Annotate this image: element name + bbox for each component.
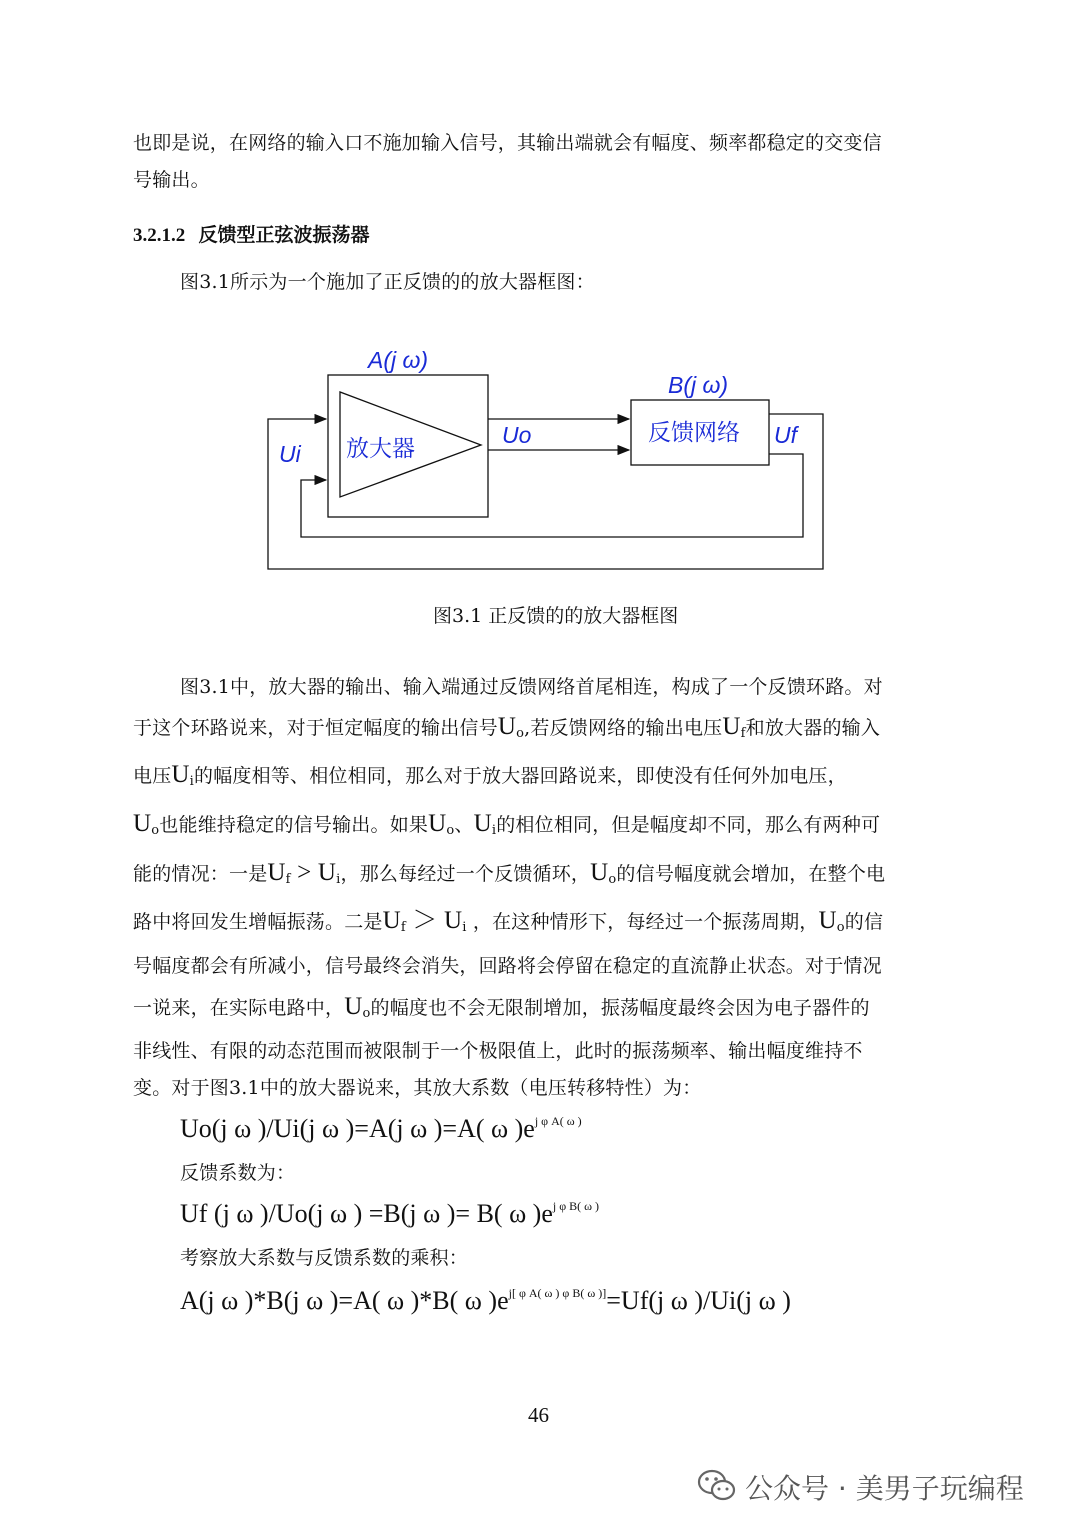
para-line-3: 电压$U_i$的幅度相等、相位相同，那么对于放大器回路说来，即使没有任何外加电压， xyxy=(133,761,847,789)
para-line-1: 图3.1中，放大器的输出、输入端通过反馈网络首尾相连，构成了一个反馈环路。对 xyxy=(180,676,883,698)
para-line-4: $U_o$也能维持稳定的信号输出。如果$U_o$、$U_i$的相位相同，但是幅度却不同，那么有两种可 xyxy=(133,810,881,838)
intro-line-2: 号输出。 xyxy=(133,169,210,191)
equation-2: Uf (j ω )/Uo(j ω ) =B(j ω )= B( ω )$e^{j \varphi B( \omega )}$ xyxy=(180,1199,600,1228)
page-number: 46 xyxy=(528,1403,549,1427)
section-heading xyxy=(133,220,370,247)
a-label: A(j ω) xyxy=(368,347,429,373)
uf-label: Uf xyxy=(774,422,797,448)
para-line-6: 路中将回发生增幅振荡。二是$U_f > U_i$ ，在这种情形下，每经过一个振荡周期，$U_o$的信 xyxy=(133,907,884,935)
amplifier-label: 放大器 xyxy=(346,436,415,462)
watermark-text: 公众号 · 美男子玩编程 xyxy=(745,1472,1024,1505)
figure-caption: 图3.1 正反馈的的放大器框图 xyxy=(433,605,679,627)
product-label: 考察放大系数与反馈系数的乘积： xyxy=(180,1247,469,1269)
para-line-2: 于这个环路说来，对于恒定幅度的输出信号$U_o$,若反馈网络的输出电压$U_f$和放大器的输入 xyxy=(133,713,881,741)
para-line-5: 能的情况：一是$U_f > U_i$，那么每经过一个反馈循环，$U_o$的信号幅度就会增加，在整个电 xyxy=(133,859,886,887)
para-line-8: 一说来，在实际电路中，$U_o$的幅度也不会无限制增加，振荡幅度最终会因为电子器件的 xyxy=(133,993,870,1021)
uo-label: Uo xyxy=(502,422,532,448)
equation-1: Uo(j ω )/Ui(j ω )=A(j ω )=A( ω )$e^{j \varphi A( \omega )}$ xyxy=(180,1114,582,1143)
inner-feedback-loop xyxy=(301,454,803,537)
block-diagram xyxy=(0,330,1080,590)
para-line-7: 号幅度都会有所减小，信号最终会消失，回路将会停留在稳定的直流静止状态。对于情况 xyxy=(133,955,882,977)
feedback-network-label: 反馈网络 xyxy=(648,420,740,446)
para-line-10: 变。对于图3.1中的放大器说来，其放大系数（电压转移特性）为： xyxy=(133,1077,702,1099)
para-line-9: 非线性、有限的动态范围而被限制于一个极限值上，此时的振荡频率、输出幅度维持不 xyxy=(133,1040,863,1062)
ui-label: Ui xyxy=(279,441,301,467)
wechat-icon xyxy=(697,1468,737,1504)
feedback-coefficient-label: 反馈系数为： xyxy=(180,1162,296,1184)
figure-intro: 图3.1所示为一个施加了正反馈的的放大器框图： xyxy=(180,271,595,293)
section-number: 3.2.1.2 xyxy=(133,225,186,246)
equation-3: A(j ω )*B(j ω )=A( ω )*B( ω )$e^{j[ \varphi A( \omega ) \varphi B( \omega )]}=Uf(j$ ω )/Ui(j ω ) xyxy=(180,1286,791,1315)
intro-line-1: 也即是说，在网络的输入口不施加输入信号，其输出端就会有幅度、频率都稳定的交变信 xyxy=(133,132,882,154)
b-label: B(j ω) xyxy=(668,372,729,398)
section-title: 反馈型正弦波振荡器 xyxy=(198,224,370,246)
